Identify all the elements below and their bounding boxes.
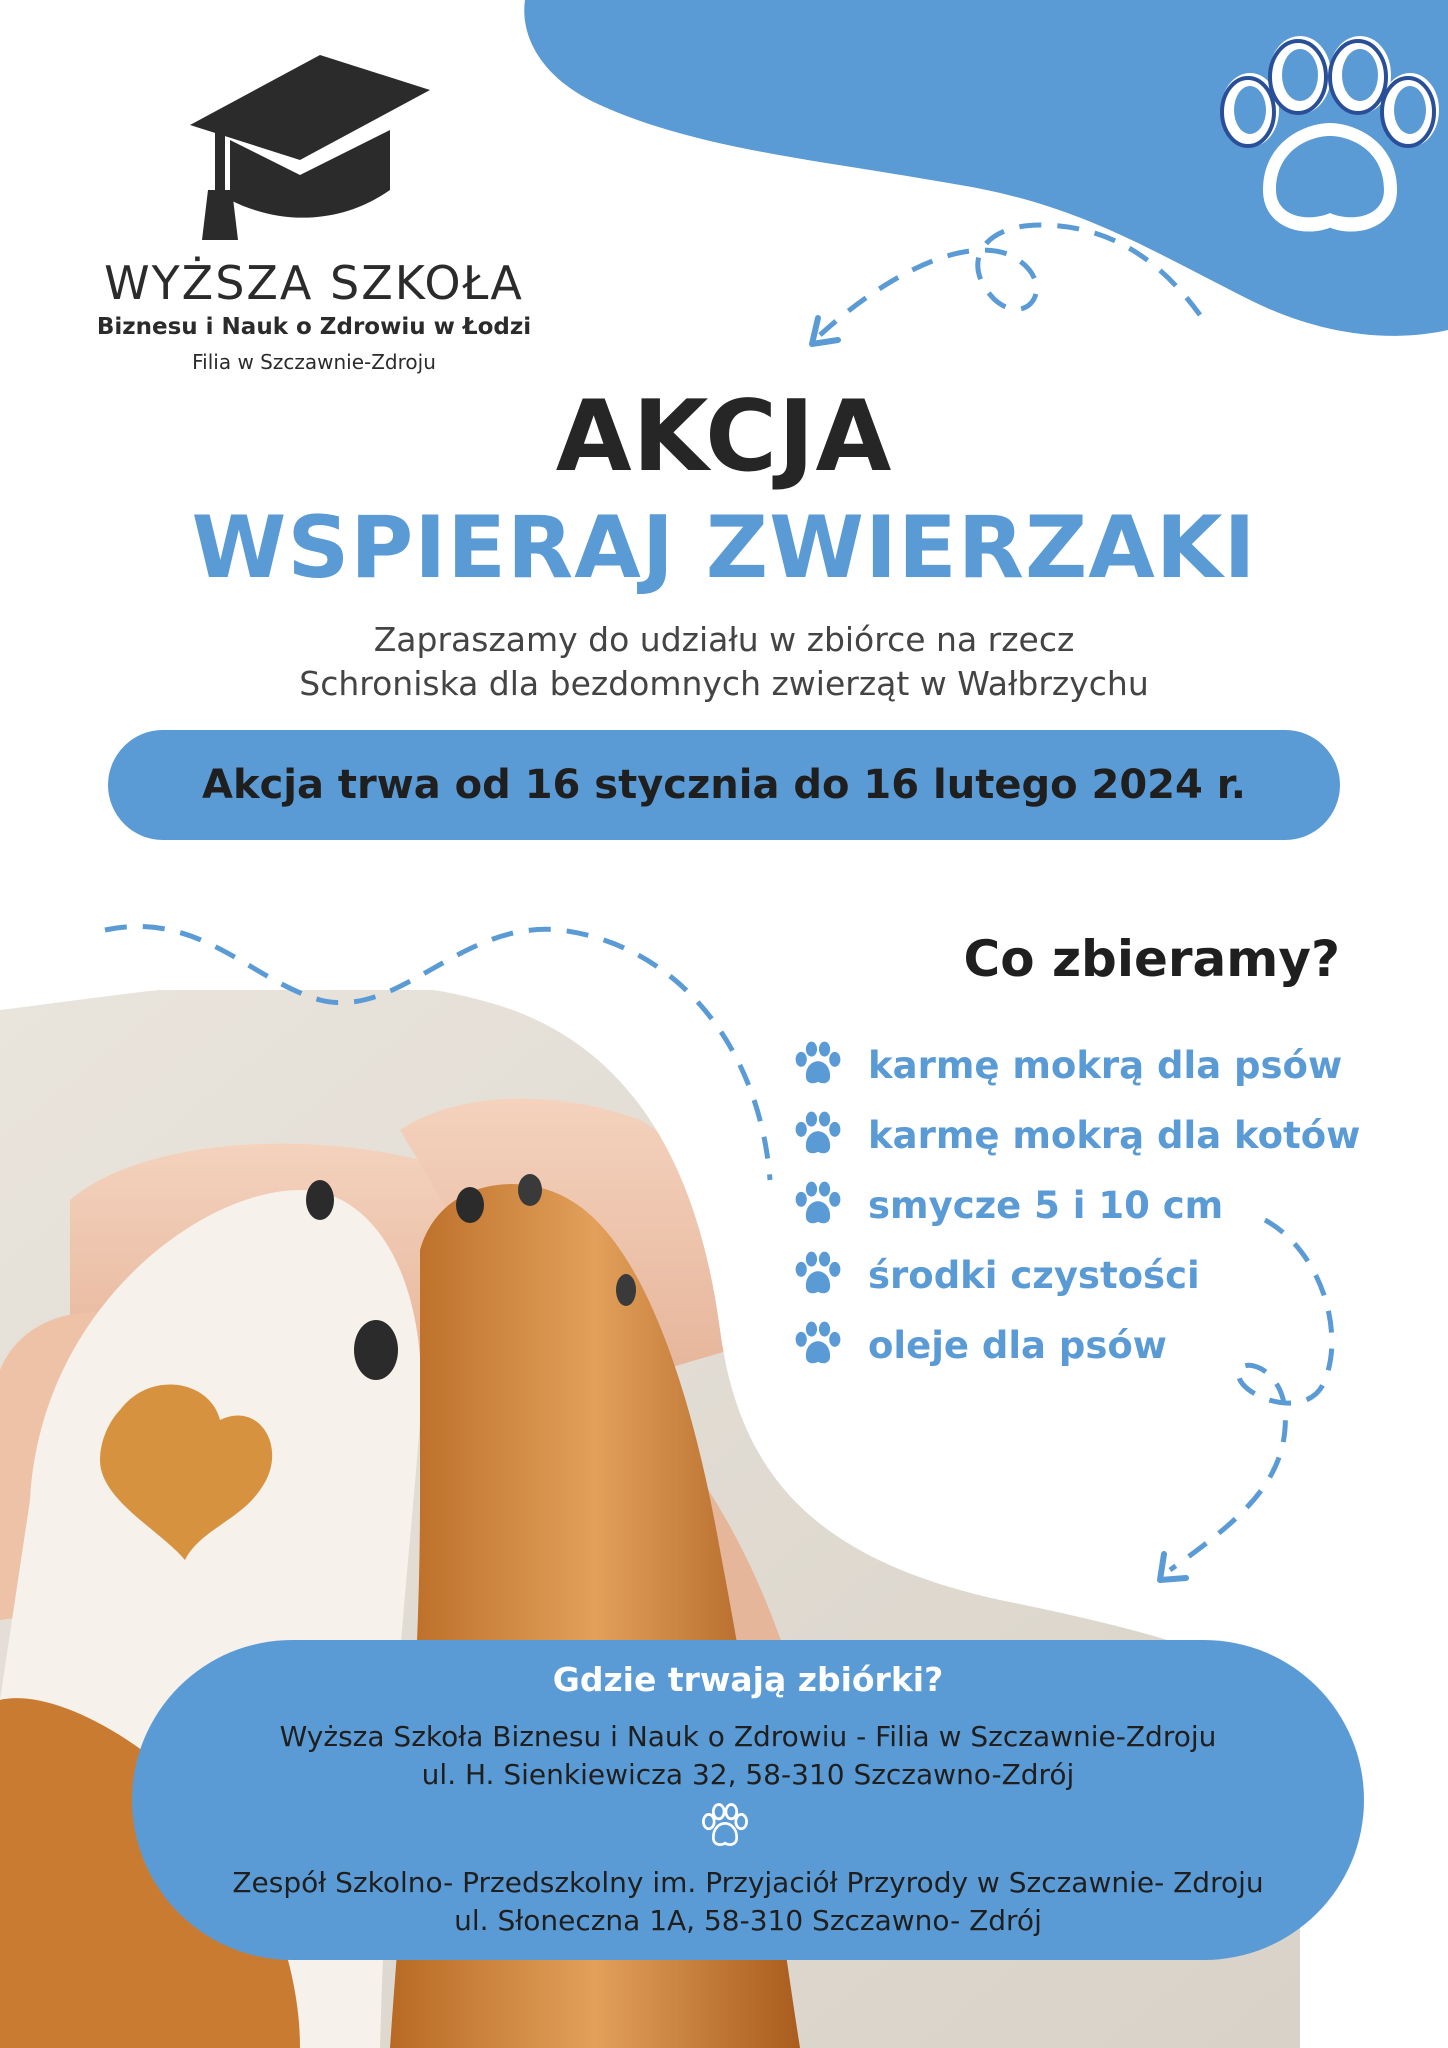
logo-branch: Filia w Szczawnie-Zdroju [192, 350, 436, 374]
list-item-text: karmę mokrą dla psów [868, 1043, 1343, 1087]
paw-icon [790, 1177, 846, 1233]
logo-subtitle: Biznesu i Nauk o Zdrowiu w Łodzi [96, 314, 532, 340]
paw-icon [790, 1247, 846, 1303]
list-item-text: oleje dla psów [868, 1323, 1167, 1367]
location-address: ul. Słoneczna 1A, 58-310 Szczawno- Zdrój [454, 1904, 1042, 1937]
paw-icon [790, 1107, 846, 1163]
list-item [790, 1170, 1410, 1240]
location-name: Wyższa Szkoła Biznesu i Nauk o Zdrowiu - Filia w Szczawnie-Zdroju [279, 1720, 1217, 1753]
date-banner-text: Akcja trwa od 16 stycznia do 16 lutego 2024 r. [202, 762, 1246, 808]
list-item [790, 1240, 1410, 1310]
location-address: ul. H. Sienkiewicza 32, 58-310 Szczawno-Zdrój [421, 1758, 1075, 1791]
locations-title: Gdzie trwają zbiórki? [552, 1660, 944, 1699]
paw-outline-icon [698, 1800, 752, 1854]
paw-icon [790, 1037, 846, 1093]
subheadline: WSPIERAJ ZWIERZAKI [191, 498, 1257, 598]
logo-title: WYŻSZA SZKOŁA [104, 256, 524, 310]
list-item [790, 1100, 1410, 1170]
intro-line-2: Schroniska dla bezdomnych zwierząt w Wałbrzychu [299, 664, 1149, 703]
list-item-text: środki czystości [868, 1253, 1200, 1297]
collection-title: Co zbieramy? [963, 930, 1340, 988]
paw-icon [790, 1317, 846, 1373]
list-item [790, 1310, 1410, 1380]
date-banner [108, 730, 1340, 840]
graduation-cap-icon [190, 55, 430, 240]
collection-list [790, 1030, 1410, 1380]
location-2 [132, 1864, 1364, 1940]
location-1 [132, 1718, 1364, 1794]
intro-text [0, 618, 1448, 706]
location-name: Zespół Szkolno- Przedszkolny im. Przyjaciół Przyrody w Szczawnie- Zdroju [232, 1866, 1264, 1899]
intro-line-1: Zapraszamy do udziału w zbiórce na rzecz [373, 620, 1075, 659]
list-item [790, 1030, 1410, 1100]
list-item-text: karmę mokrą dla kotów [868, 1113, 1361, 1157]
list-item-text: smycze 5 i 10 cm [868, 1183, 1224, 1227]
headline: AKCJA [555, 380, 893, 494]
